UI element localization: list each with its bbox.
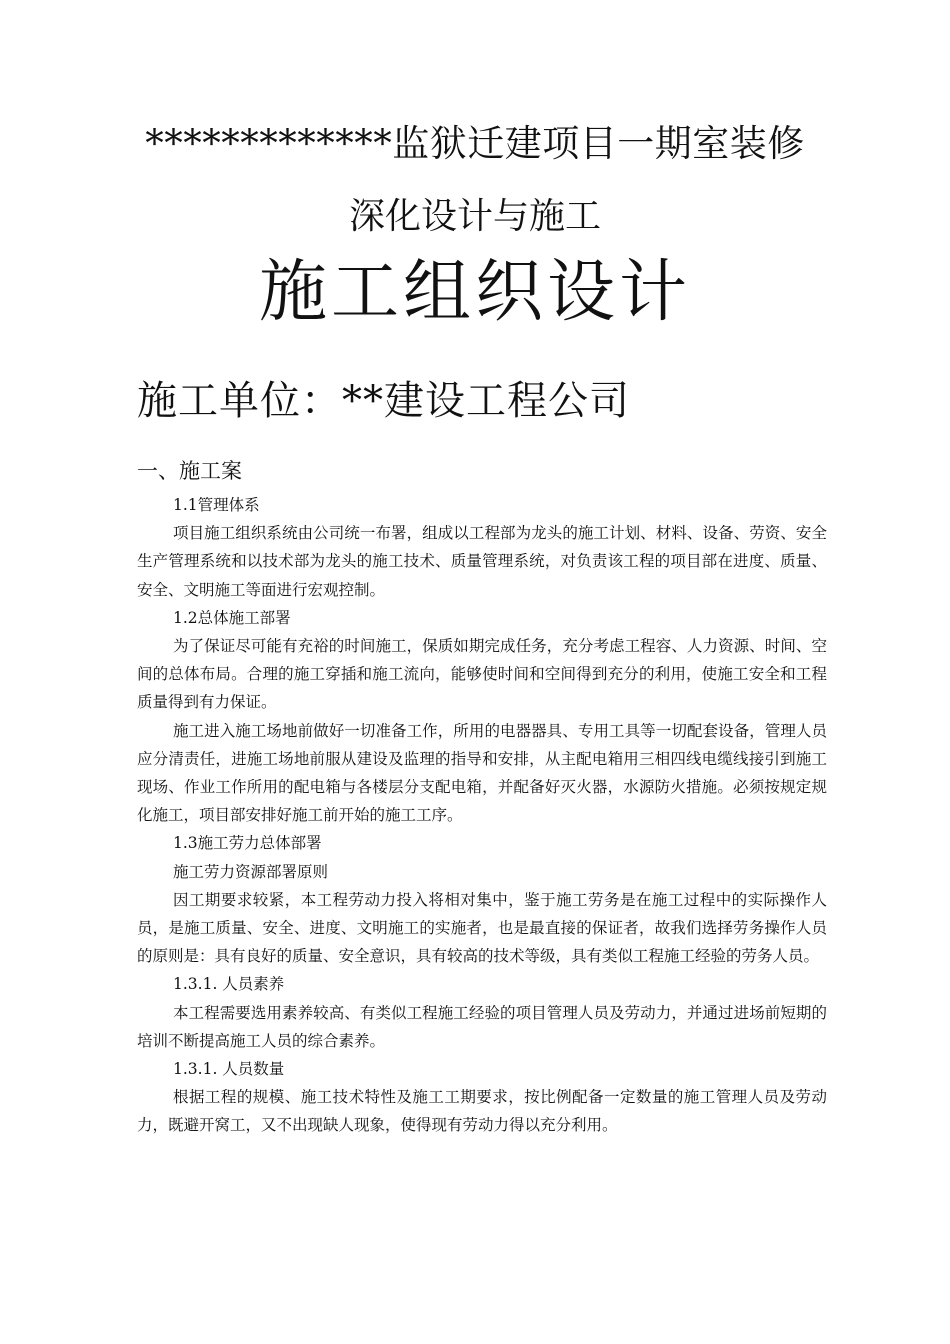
- paragraph-1-2-b: 施工进入施工场地前做好一切准备工作，所用的电器器具、专用工具等一切配套设备，管理人员应分清责任，进施工场地前服从建设及监理的指导和安排，从主配电箱用三相四线电缆线接引到施工现场、作业工作所用的配电箱与各楼层分支配电箱，并配备好灭火器，水源防火措施。必须按规定规化施工，项目部安排好施工前开始的施工工序。: [137, 721, 827, 825]
- section-heading: 一、施工案: [137, 459, 242, 483]
- paragraph-1-2-a: 为了保证尽可能有充裕的时间施工，保质如期完成任务，充分考虑工程容、人力资源、时间、空间的总体布局。合理的施工穿插和施工流向，能够使时间和空间得到充分的利用，使施工安全和工程质量得到有力保证。: [137, 637, 827, 712]
- document-main-title: 施工组织设计: [258, 253, 691, 332]
- document-title-line-2: 深化设计与施工: [348, 196, 601, 237]
- subheading-1-1: 1.1管理体系: [173, 496, 260, 514]
- paragraph-1-3-1-quality: 本工程需要选用素养较高、有类似工程施工经验的项目管理人员及劳动力，并通过进场前短期的培训不断提高施工人员的综合素养。: [137, 1003, 827, 1050]
- subheading-1-3-1-quality: 1.3.1. 人员素养: [173, 975, 285, 994]
- document-body: [137, 491, 827, 1140]
- subheading-1-3-principle: 施工劳力资源部署原则: [173, 862, 329, 881]
- contractor-line: 施工单位：**建设工程公司: [137, 378, 630, 424]
- subheading-1-3-1-quantity: 1.3.1. 人员数量: [173, 1060, 285, 1079]
- subheading-1-2: 1.2总体施工部署: [173, 608, 291, 627]
- paragraph-1-1: 项目施工组织系统由公司统一布署，组成以工程部为龙头的施工计划、材料、设备、劳资、安全生产管理系统和以技术部为龙头的施工技术、质量管理系统，对负责该工程的项目部在进度、质量、安全、文明施工等面进行宏观控制。: [137, 524, 827, 599]
- paragraph-1-3-1-quantity: 根据工程的规模、施工技术特性及施工工期要求，按比例配备一定数量的施工管理人员及劳动力，既避开窝工，又不出现缺人现象，使得现有劳动力得以充分利用。: [137, 1088, 827, 1135]
- subheading-1-3: 1.3施工劳力总体部署: [173, 834, 322, 853]
- paragraph-1-3: 因工期要求较紧，本工程劳动力投入将相对集中，鉴于施工劳务是在施工过程中的实际操作人员，是施工质量、安全、进度、文明施工的实施者，也是最直接的保证者，故我们选择劳务操作人员的原则是：具有良好的质量、安全意识，具有较高的技术等级，具有类似工程施工经验的劳务人员。: [137, 890, 827, 966]
- document-title-line-1: *************监狱迁建项目一期室装修: [145, 122, 805, 165]
